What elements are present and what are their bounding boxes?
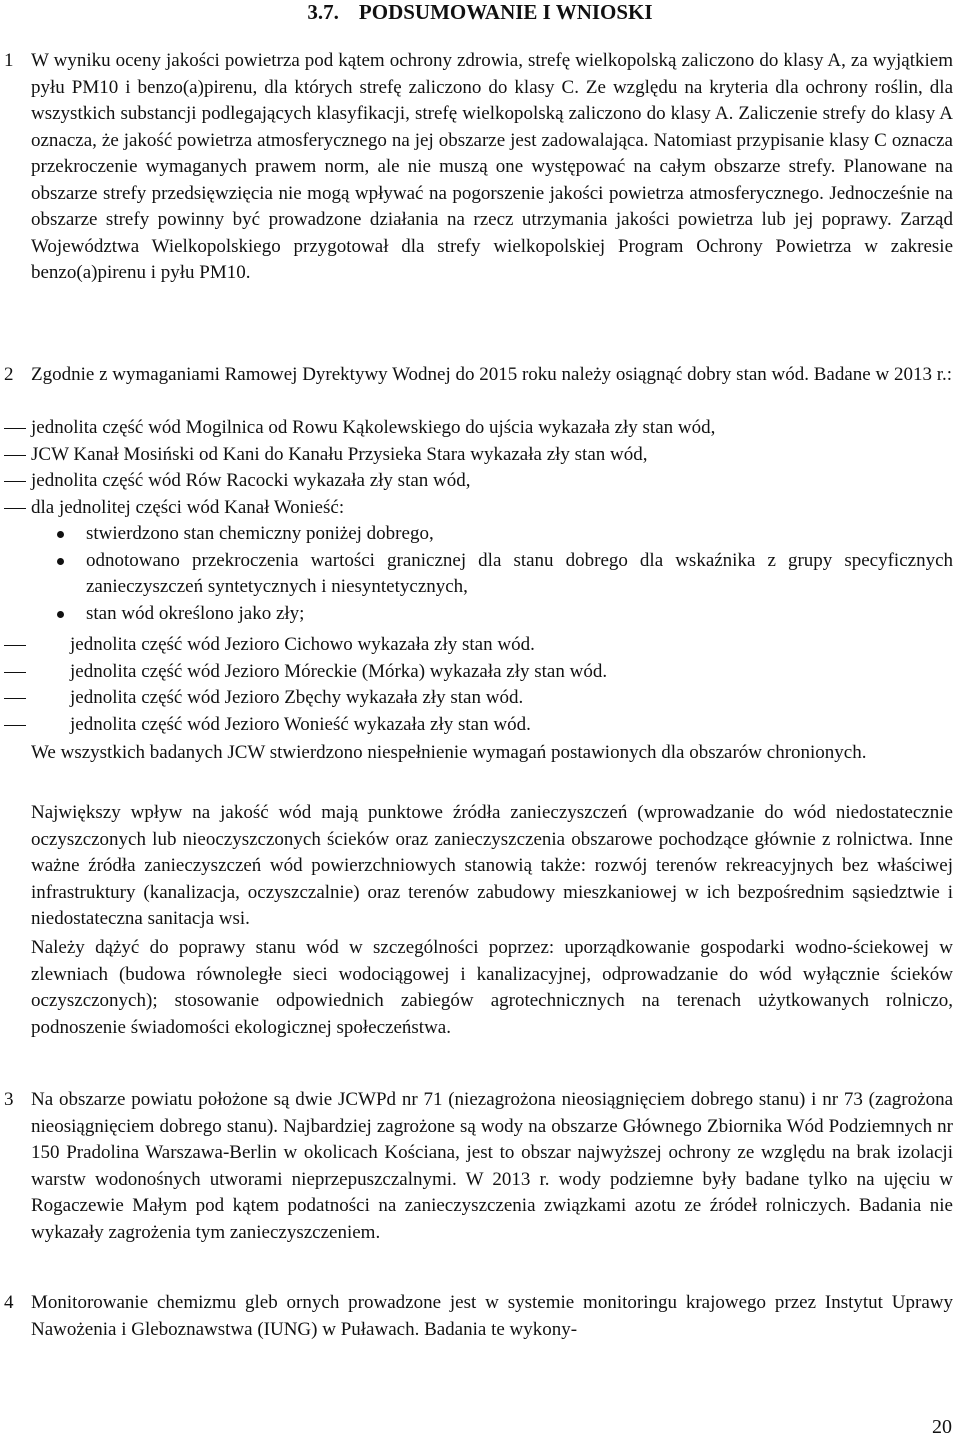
item-marker-1: 1 <box>4 50 14 71</box>
list-item: jednolita część wód Jezioro Zbęchy wykazała zły stan wód. <box>70 687 524 708</box>
item-marker-4: 4 <box>4 1292 14 1313</box>
item-2-paragraph-2: Największy wpływ na jakość wód mają punktowe źródła zanieczyszczeń (wprowadzanie do wód niedostatecznie oczyszczonych lub nieoczyszczonych ścieków oraz zanieczyszczenia obszarowe pochodzące głównie z rolnictwa. Inne ważne źródła zanieczyszczeń wód powierzchniowych stanowią także: rozwój terenów rekreacyjnych bez właściwej infrastruktury (kanalizacja, oczyszczalnie) oraz terenów zabudowy mieszkaniowej w ich bezpośrednim sąsiedztwie i niedostateczna sanitacja wsi. <box>31 802 953 929</box>
item-marker-2: 2 <box>4 364 14 385</box>
page-number: 20 <box>932 1416 952 1438</box>
list-item: jednolita część wód Mogilnica od Rowu Kąkolewskiego do ujścia wykazała zły stan wód, <box>31 417 716 438</box>
water-bodies-list-a <box>4 415 953 521</box>
list-item: jednolita część wód Rów Racocki wykazała zły stan wód, <box>31 470 471 491</box>
section-number: 3.7. <box>307 0 339 24</box>
list-item: dla jednolitej części wód Kanał Wonieść: <box>31 496 345 518</box>
section-heading <box>0 0 960 24</box>
section-title: PODSUMOWANIE I WNIOSKI <box>358 0 653 24</box>
item-2-paragraph-3: Należy dążyć do poprawy stanu wód w szczególności poprzez: uporządkowanie gospodarki wodno-ściekowej w zlewniach (budowa równoległe sieci wodociągowej i kanalizacyjnej, odprowadzanie do wód wyłącznie ścieków oczyszczonych); stosowanie odpowiednich zabiegów agrotechnicznych na terenach użytkowanych rolniczo, podnoszenie świadomości ekologicznej społeczeństwa. <box>31 937 953 1038</box>
list-item: jednolita część wód Jezioro Móreckie (Mórka) wykazała zły stan wód. <box>70 660 608 682</box>
bullet-item: odnotowano przekroczenia wartości granicznej dla stanu dobrego dla wskaźnika z grupy specyficznych zanieczyszczeń syntetycznych i niesyntetycznych, <box>31 548 953 601</box>
item-4-paragraph: Monitorowanie chemizmu gleb ornych prowadzone jest w systemie monitoringu krajowego przez Instytut Uprawy Nawożenia i Gleboznawstwa (IUNG) w Puławach. Badania te wykony- <box>31 1292 953 1340</box>
water-bodies-list-b <box>4 632 953 738</box>
item-marker-3: 3 <box>4 1089 14 1110</box>
item-3-paragraph: Na obszarze powiatu położone są dwie JCWPd nr 71 (niezagrożona nieosiągnięciem dobrego stanu) i nr 73 (zagrożona nieosiągnięciem dobrego stanu). Najbardziej zagrożone są wody na obszarze Głównego Zbiornika Wód Podziemnych nr 150 Pradolina Warszawa-Berlin w okolicach Kościana, jest to obszar najwyższej ochrony ze względu na brak izolacji warstw wodonośnych utworami nieprzepuszczalnymi. W 2013 r. wody podziemne były badane tylko na ujęciu w Rogaczewie Małym pod kątem podatności na zanieczyszczenia związkami azotu ze źródeł rolniczych. Badania nie wykazały zagrożenia tym zanieczyszczeniem. <box>31 1089 953 1243</box>
list-item: JCW Kanał Mosiński od Kani do Kanału Przysieka Stara wykazała zły stan wód, <box>31 443 648 465</box>
item-2-intro: Zgodnie z wymaganiami Ramowej Dyrektywy Wodnej do 2015 roku należy osiągnąć dobry stan wód. Badane w 2013 r.: <box>31 364 952 385</box>
list-item: jednolita część wód Jezioro Cichowo wykazała zły stan wód. <box>70 634 535 655</box>
bullet-item: stwierdzono stan chemiczny poniżej dobrego, <box>31 521 953 548</box>
item-2-paragraph-1: We wszystkich badanych JCW stwierdzono niespełnienie wymagań postawionych dla obszarów chronionych. <box>31 742 867 763</box>
bullet-item: stan wód określono jako zły; <box>31 601 953 628</box>
list-item: jednolita część wód Jezioro Wonieść wykazała zły stan wód. <box>70 713 531 735</box>
item-1-paragraph: W wyniku oceny jakości powietrza pod kątem ochrony zdrowia, strefę wielkopolską zaliczono do klasy A, za wyjątkiem pyłu PM10 i benzo(a)pirenu, dla których strefę zaliczono do klasy C. Ze względu na kryteria dla ochrony roślin, dla wszystkich substancji podlegających klasyfikacji, strefę wielkopolską zaliczono do klasy A. Zaliczenie strefy do klasy A oznacza, że jakość powietrza atmosferycznego na jej obszarze jest zadowalająca. Natomiast przypisanie klasy C oznacza przekroczenie wymaganych prawem norm, ale nie muszą one występować na całym obszarze strefy. Planowane na obszarze strefy przedsięwzięcia nie mogą wpływać na pogorszenie jakości powietrza atmosferycznego. Jednocześnie na obszarze strefy powinny być prowadzone działania na rzecz utrzymania jakości powietrza lub jej poprawy. Zarząd Województwa Wielkopolskiego przygotował dla strefy wielkopolskiej Program Ochrony Powietrza w zakresie benzo(a)pirenu i pyłu PM10. <box>31 50 953 283</box>
bullet-list <box>31 521 953 627</box>
